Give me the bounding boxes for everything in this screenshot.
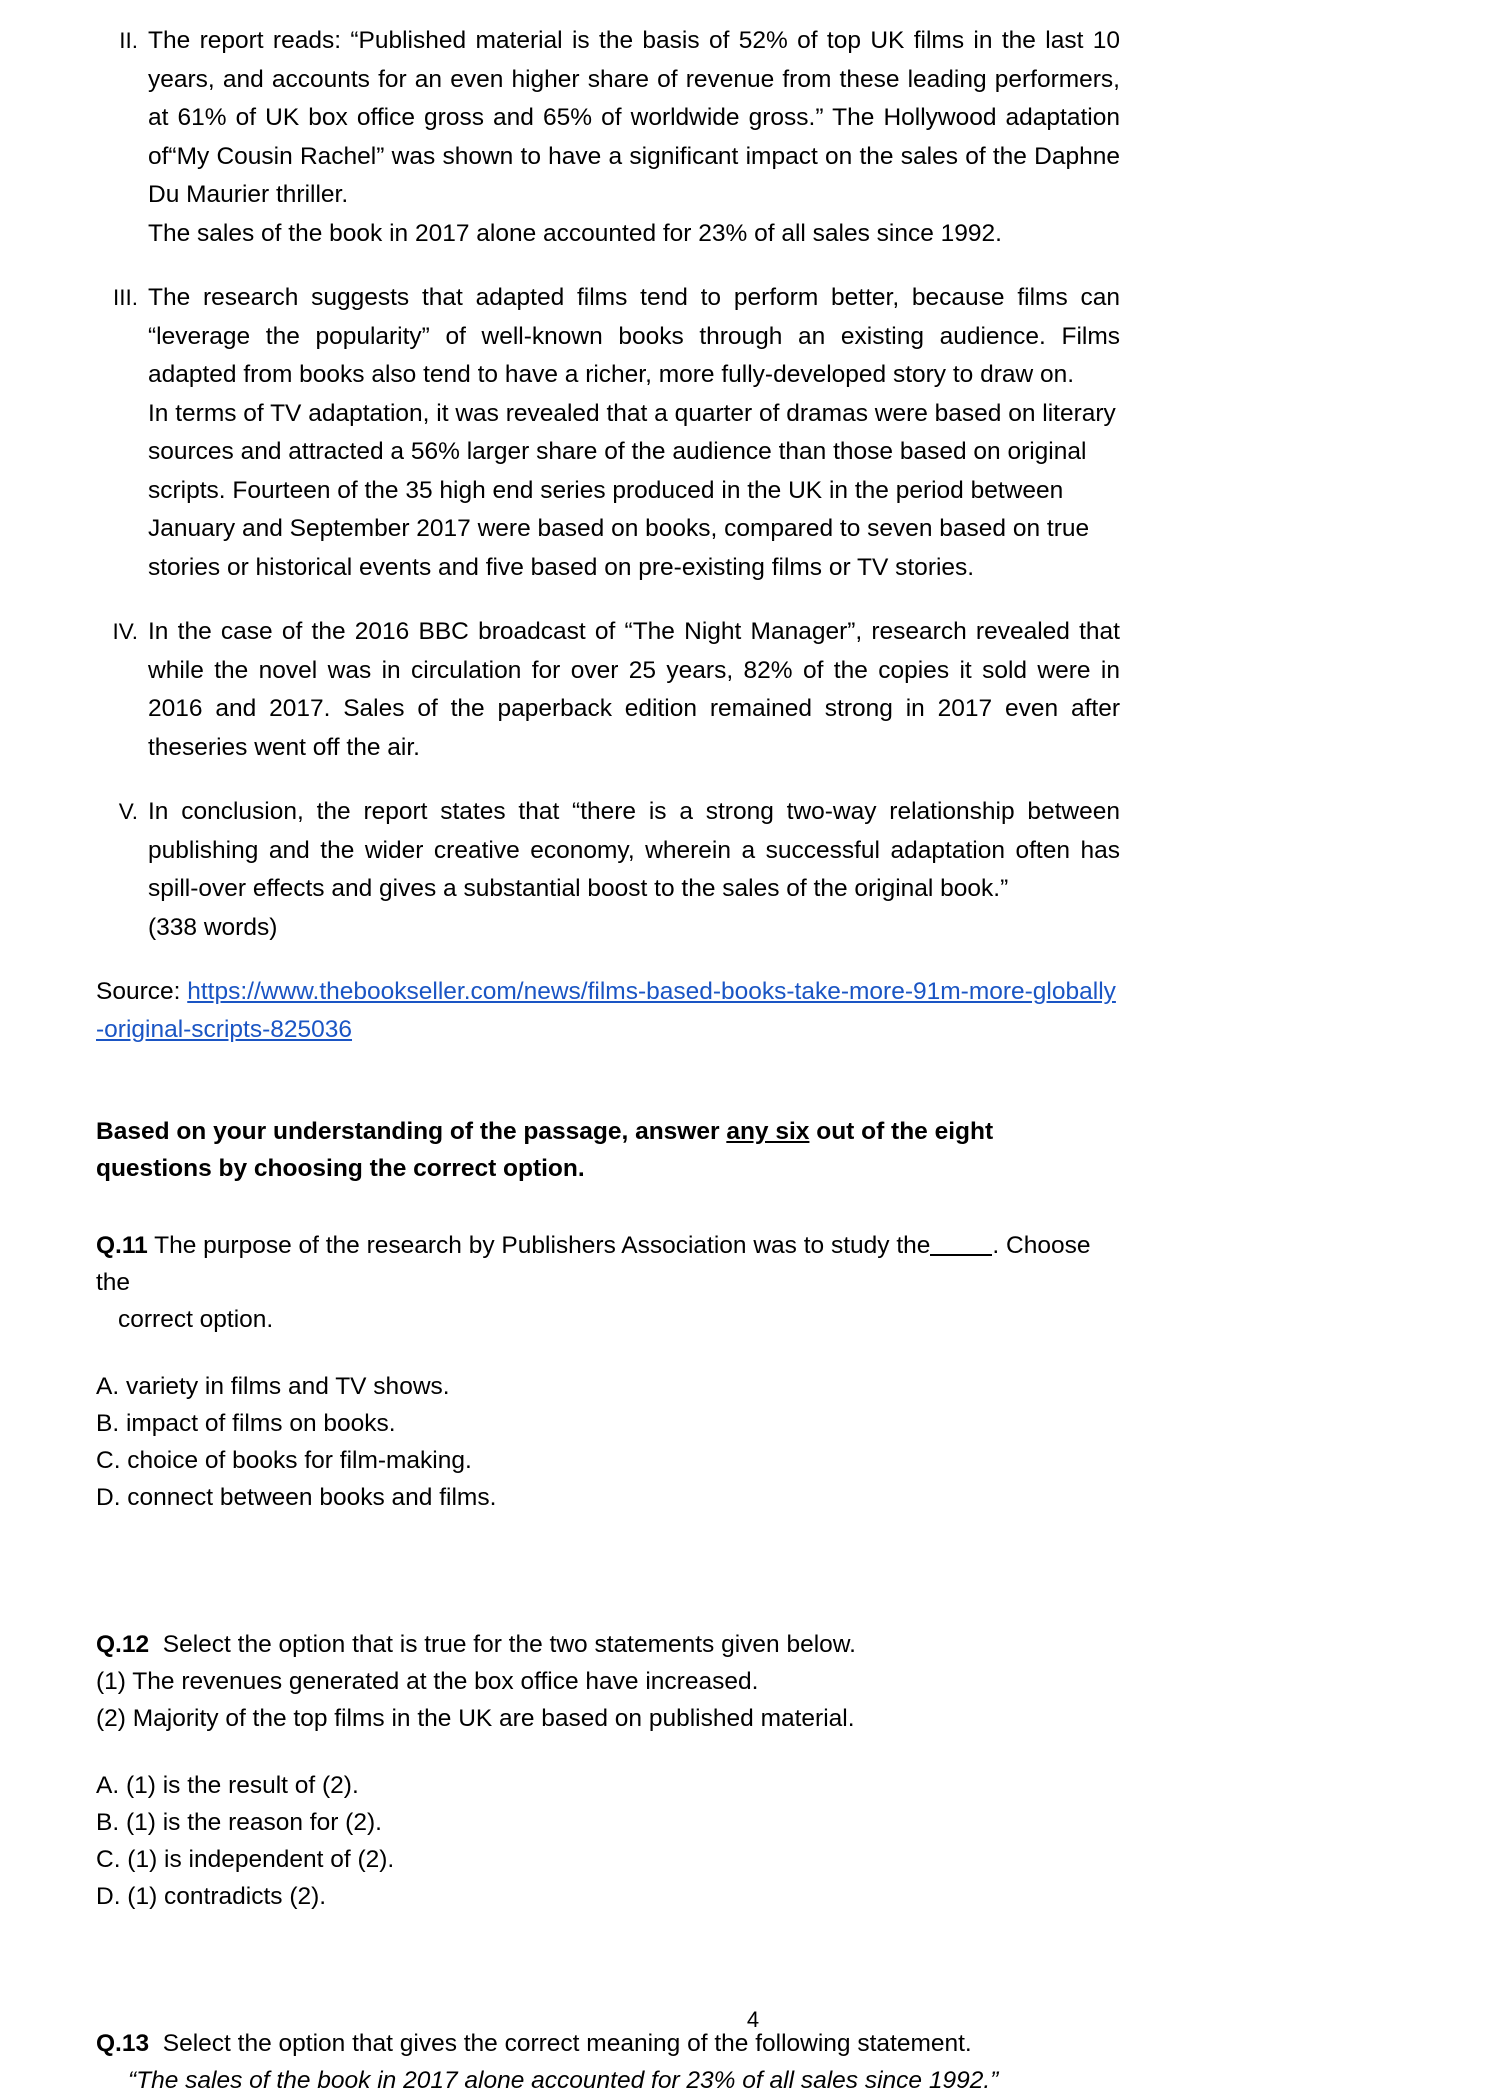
question-text-q13: Select the option that gives the correct meaning of the following statement. bbox=[162, 2030, 972, 2057]
option-q11-b[interactable]: B. impact of films on books. bbox=[96, 1410, 396, 1437]
question-number-q12: Q.12 bbox=[96, 1631, 150, 1658]
passage-text-iv-1: In the case of the 2016 BBC broadcast of “The Night Manager”, research revealed that while the novel was in circulation for over 25 years, 82% of the copies it sold were in 2016 and 2017. Sales of the paperback edition remained strong in 2017 even after theseries went off the air. bbox=[148, 618, 1120, 761]
question-block-q13 bbox=[96, 2025, 1120, 2099]
passage-text-v-1: In conclusion, the report states that “there is a strong two-way relationship between publishing and the wider creative economy, wherein a successful adaptation often has spill-over effects and gives a substantial boost to the sales of the original book.” bbox=[148, 798, 1120, 902]
passage-item-v bbox=[96, 793, 1120, 947]
question-prompt-q12 bbox=[96, 1626, 1120, 1663]
passage-item-iv bbox=[96, 613, 1120, 767]
option-q12-b[interactable]: B. (1) is the reason for (2). bbox=[96, 1809, 382, 1836]
question-block-q11 bbox=[96, 1227, 1120, 1516]
passage-item-iii bbox=[96, 279, 1120, 587]
passage-marker-v: V. bbox=[118, 799, 138, 824]
passage-text-ii-1: The report reads: “Published material is the basis of 52% of top UK films in the last 10 years, and accounts for an even higher share of revenue from these leading performers, at 61% of UK box office gross and 65% of worldwide gross.” The Hollywood adaptation of“My Cousin Rachel” was shown to have a significant impact on the sales of the Daphne Du Maurier thriller. bbox=[148, 27, 1120, 208]
options-q11 bbox=[96, 1368, 1120, 1516]
source-label: Source: bbox=[96, 978, 188, 1005]
passage-text-iii-2: In terms of TV adaptation, it was revealed that a quarter of dramas were based on literary sources and attracted a 56% larger share of the audience than those based on original scripts. Fourteen of the 35 high end series produced in the UK in the period between January and September 2017 were based on books, compared to seven based on true stories or historical events and five based on pre-existing films or TV stories. bbox=[148, 399, 1116, 581]
passage-text-ii-2: The sales of the book in 2017 alone accounted for 23% of all sales since 1992. bbox=[148, 219, 1002, 247]
passage-body-iv bbox=[148, 613, 1120, 767]
passage-marker-iv: IV. bbox=[112, 619, 138, 644]
page-number-footer: 4 bbox=[746, 2007, 760, 2032]
passage-body-iii bbox=[148, 279, 1120, 587]
instruction-before: Based on your understanding of the passage, answer bbox=[96, 1118, 727, 1145]
passage-marker-ii: II. bbox=[119, 28, 138, 53]
page-content bbox=[96, 22, 1120, 2099]
instruction-heading bbox=[96, 1113, 1096, 1187]
question-text-q11-tail: . Choose the bbox=[96, 1232, 1091, 1296]
question-text-q11-cont: correct option. bbox=[118, 1306, 274, 1333]
option-q11-d[interactable]: D. connect between books and films. bbox=[96, 1484, 497, 1511]
statement-q12-2: (2) Majority of the top films in the UK are based on published material. bbox=[96, 1705, 855, 1732]
option-q11-a[interactable]: A. variety in films and TV shows. bbox=[96, 1373, 450, 1400]
quote-q13: “The sales of the book in 2017 alone accounted for 23% of all sales since 1992.” bbox=[128, 2067, 999, 2094]
passage-word-count: (338 words) bbox=[148, 913, 278, 941]
option-q12-d[interactable]: D. (1) contradicts (2). bbox=[96, 1883, 327, 1910]
passage-item-ii bbox=[96, 22, 1120, 253]
question-number-q13: Q.13 bbox=[96, 2030, 150, 2057]
spacer-after-q11 bbox=[96, 1516, 1120, 1586]
answer-blank-q11[interactable] bbox=[930, 1254, 992, 1256]
options-q12 bbox=[96, 1767, 1120, 1915]
question-text-q11: The purpose of the research by Publishers Association was to study the bbox=[154, 1232, 931, 1259]
statement-q12-1: (1) The revenues generated at the box office have increased. bbox=[96, 1668, 759, 1695]
source-url-link[interactable]: https://www.thebookseller.com/news/films-based-books-take-more-91m-more-globally-original-scripts-825036 bbox=[96, 978, 1116, 1043]
option-q12-a[interactable]: A. (1) is the result of (2). bbox=[96, 1772, 359, 1799]
question-text-q12: Select the option that is true for the two statements given below. bbox=[162, 1631, 856, 1658]
passage-marker-iii: III. bbox=[112, 285, 138, 310]
option-q11-c[interactable]: C. choice of books for film-making. bbox=[96, 1447, 472, 1474]
option-q12-c[interactable]: C. (1) is independent of (2). bbox=[96, 1846, 395, 1873]
instruction-emphasis: any six bbox=[726, 1118, 810, 1145]
source-line bbox=[96, 973, 1120, 1049]
instruction-after: out of the eight questions by choosing the correct option. bbox=[96, 1118, 994, 1182]
question-prompt-q11 bbox=[96, 1227, 1120, 1338]
passage-text-iii-1: The research suggests that adapted films tend to perform better, because films can “leverage the popularity” of well-known books through an existing audience. Films adapted from books also tend to have a richer, more fully-developed story to draw on. bbox=[148, 284, 1120, 388]
spacer-after-q12 bbox=[96, 1915, 1120, 1985]
passage-body-v bbox=[148, 793, 1120, 947]
question-number-q11: Q.11 bbox=[96, 1232, 148, 1259]
question-block-q12 bbox=[96, 1626, 1120, 1915]
passage-body-ii bbox=[148, 22, 1120, 253]
